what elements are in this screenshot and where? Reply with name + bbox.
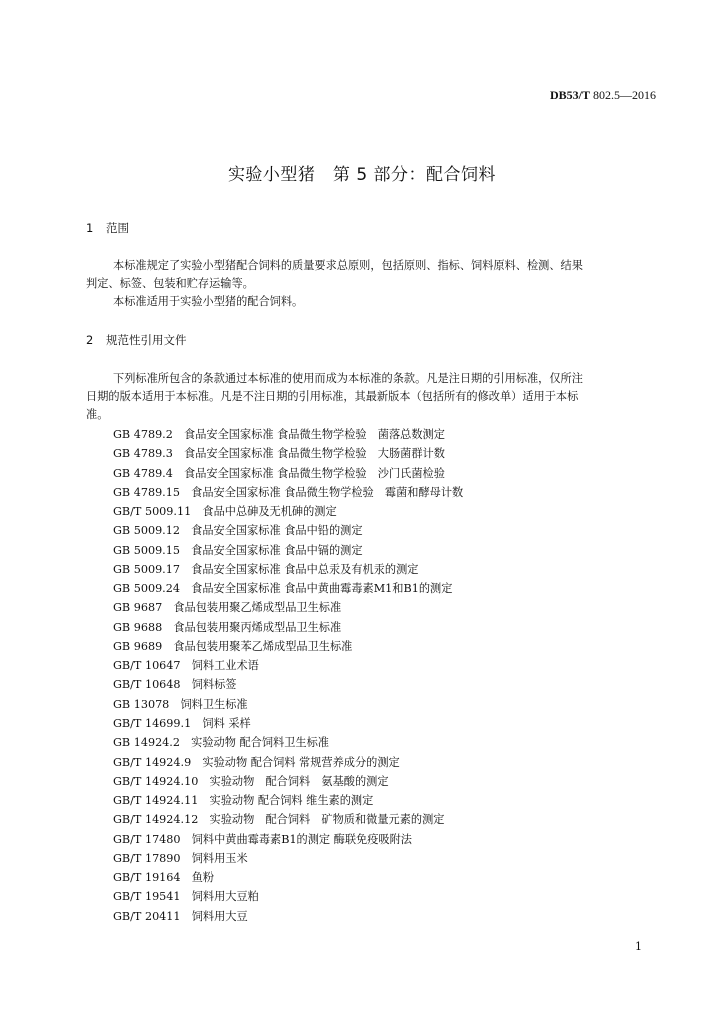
reference-item: GB/T 14924.9 实验动物 配合饲料 常规营养成分的测定 — [113, 755, 400, 769]
section-2-number: 2 — [86, 333, 94, 347]
reference-item: GB 9687 食品包装用聚乙烯成型品卫生标准 — [113, 601, 342, 615]
reference-item: GB 5009.24 食品安全国家标准 食品中黄曲霉毒素M1和B1的测定 — [113, 582, 453, 596]
reference-item: GB/T 14699.1 饲料 采样 — [113, 716, 251, 730]
reference-item: GB/T 5009.11 食品中总砷及无机砷的测定 — [113, 505, 337, 519]
section-2-intro-line1: 下列标准所包含的条款通过本标准的使用而成为本标准的条款。凡是注日期的引用标准，仅所注 — [113, 372, 583, 385]
document-code-suffix: 802.5—2016 — [590, 88, 656, 102]
reference-list — [113, 425, 463, 926]
reference-item: GB/T 19541 饲料用大豆粕 — [113, 890, 259, 904]
section-2-intro-line2: 日期的版本适用于本标准。凡是不注日期的引用标准，其最新版本（包括所有的修改单）适用于本标 — [86, 390, 579, 403]
reference-item: GB 5009.17 食品安全国家标准 食品中总汞及有机汞的测定 — [113, 562, 419, 576]
reference-item: GB 4789.15 食品安全国家标准 食品微生物学检验 霉菌和酵母计数 — [113, 485, 464, 499]
reference-item: GB 5009.12 食品安全国家标准 食品中铅的测定 — [113, 524, 363, 538]
section-2-title: 规范性引用文件 — [106, 333, 187, 347]
reference-item: GB/T 20411 饲料用大豆 — [113, 909, 248, 923]
reference-item: GB/T 17480 饲料中黄曲霉毒素B1的测定 酶联免疫吸附法 — [113, 832, 412, 846]
reference-item: GB/T 14924.10 实验动物 配合饲料 氨基酸的测定 — [113, 774, 389, 788]
document-code-prefix: DB53/T — [549, 88, 590, 102]
reference-item: GB/T 14924.11 实验动物 配合饲料 维生素的测定 — [113, 794, 374, 808]
reference-item: GB 4789.3 食品安全国家标准 食品微生物学检验 大肠菌群计数 — [113, 447, 445, 461]
section-1-number: 1 — [86, 221, 94, 235]
section-1-para2: 本标准适用于实验小型猪的配合饲料。 — [113, 295, 304, 308]
document-code — [550, 88, 656, 103]
reference-item: GB/T 17890 饲料用玉米 — [113, 851, 248, 865]
reference-item: GB/T 10647 饲料工业术语 — [113, 659, 259, 673]
section-1-heading — [86, 220, 129, 236]
section-1-para1-line2: 判定、标签、包装和贮存运输等。 — [86, 277, 254, 290]
reference-item: GB 14924.2 实验动物 配合饲料卫生标准 — [113, 736, 329, 750]
reference-item: GB 4789.2 食品安全国家标准 食品微生物学检验 菌落总数测定 — [113, 428, 445, 441]
section-1-para1-line1: 本标准规定了实验小型猪配合饲料的质量要求总原则，包括原则、指标、饲料原料、检测、结果 — [113, 259, 583, 272]
reference-item: GB 4789.4 食品安全国家标准 食品微生物学检验 沙门氏菌检验 — [113, 466, 445, 480]
reference-item: GB 13078 饲料卫生标准 — [113, 697, 248, 711]
section-2-intro-line3: 准。 — [86, 408, 109, 421]
section-2-heading — [86, 332, 187, 348]
section-1-title: 范围 — [106, 221, 129, 235]
reference-item: GB 9688 食品包装用聚丙烯成型品卫生标准 — [113, 620, 342, 634]
page-number: 1 — [635, 940, 642, 953]
section-1-body — [86, 257, 652, 311]
page-title: 实验小型猪 第 5 部分：配合饲料 — [227, 165, 497, 185]
reference-item: GB/T 10648 饲料标签 — [113, 678, 237, 692]
reference-item: GB 5009.15 食品安全国家标准 食品中镉的测定 — [113, 543, 363, 557]
reference-item: GB 9689 食品包装用聚苯乙烯成型品卫生标准 — [113, 639, 353, 653]
reference-item: GB/T 19164 鱼粉 — [113, 871, 215, 885]
reference-item: GB/T 14924.12 实验动物 配合饲料 矿物质和微量元素的测定 — [113, 813, 445, 827]
section-2-intro — [86, 370, 652, 424]
